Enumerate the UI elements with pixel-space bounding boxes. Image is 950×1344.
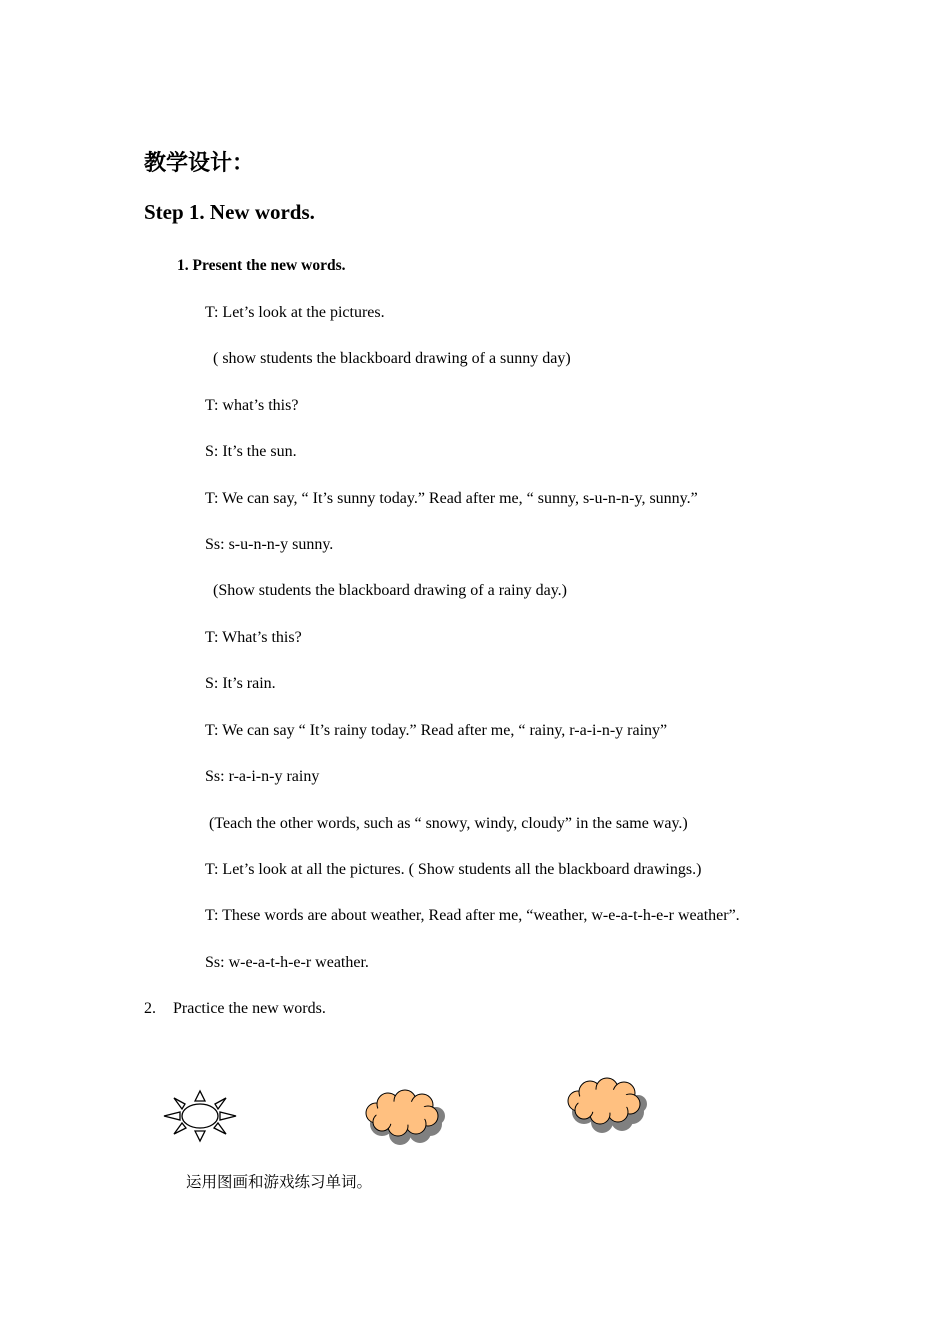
dialogue-line: Ss: r-a-i-n-y rainy: [205, 768, 320, 785]
cloud-icon: [360, 1086, 450, 1148]
dialogue-line: Ss: s-u-n-n-y sunny.: [205, 536, 334, 553]
step-title: Step 1. New words.: [144, 200, 315, 224]
dialogue-line: S: It’s the sun.: [205, 443, 297, 460]
dialogue-line: T: Let’s look at the pictures.: [205, 304, 385, 321]
section-title-present: 1. Present the new words.: [177, 257, 346, 274]
section-title-practice: [144, 1000, 326, 1018]
dialogue-line: T: What’s this?: [205, 629, 302, 646]
dialogue-line: S: It’s rain.: [205, 675, 276, 692]
dialogue-line: Ss: w-e-a-t-h-e-r weather.: [205, 954, 369, 971]
sun-icon: [160, 1088, 240, 1144]
dialogue-line: (Show students the blackboard drawing of a rainy day.): [205, 582, 567, 599]
dialogue-line: (Teach the other words, such as “ snowy, windy, cloudy” in the same way.): [205, 815, 688, 832]
dialogue-line: ( show students the blackboard drawing of a sunny day): [205, 350, 571, 367]
cloud-icon: [562, 1074, 652, 1136]
dialogue-line: T: We can say, “ It’s sunny today.” Read after me, “ sunny, s-u-n-n-y, sunny.”: [205, 490, 698, 507]
dialogue-line: T: We can say “ It’s rainy today.” Read after me, “ rainy, r-a-i-n-y rainy”: [205, 722, 668, 739]
list-number: 2.: [144, 1000, 156, 1017]
practice-label: Practice the new words.: [173, 1000, 326, 1017]
dialogue-line: T: Let’s look at all the pictures. ( Show students all the blackboard drawings.): [205, 861, 702, 878]
dialogue-line: T: what’s this?: [205, 397, 299, 414]
page-heading: 教学设计：: [144, 151, 255, 176]
dialogue-line: T: These words are about weather, Read after me, “weather, w-e-a-t-h-e-r weather”.: [205, 907, 740, 924]
caption: 运用图画和游戏练习单词。: [186, 1173, 373, 1191]
